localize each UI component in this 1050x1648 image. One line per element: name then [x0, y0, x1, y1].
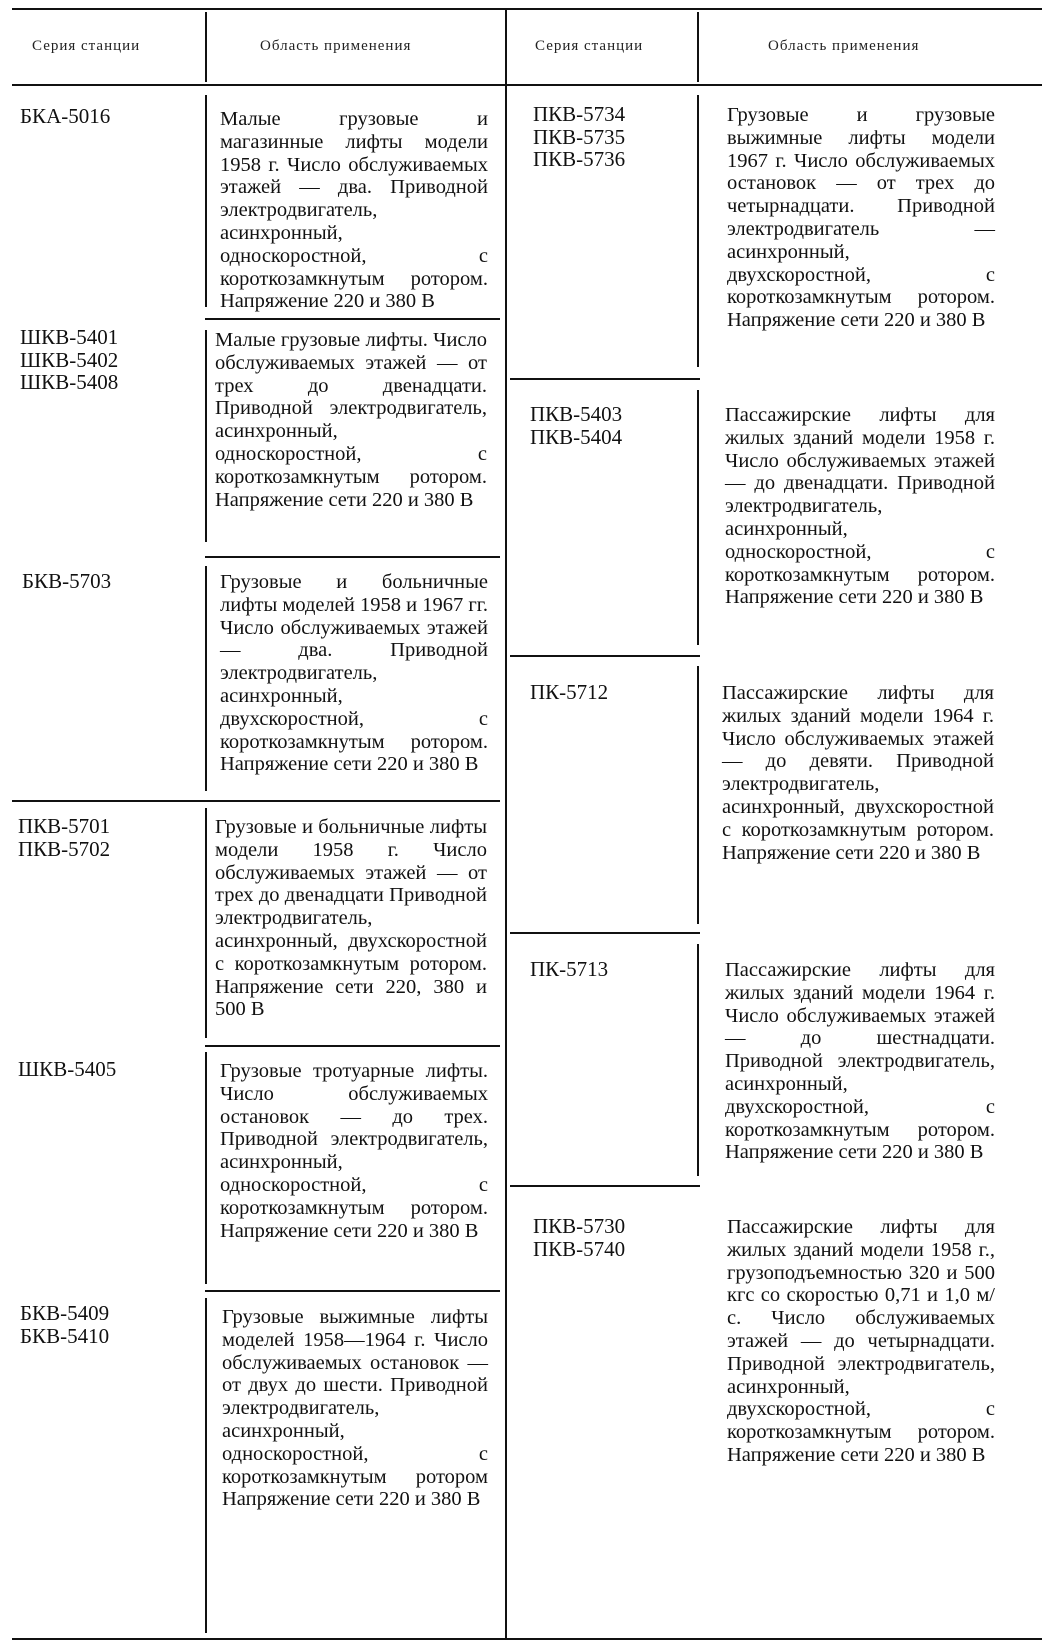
bottom-rule — [12, 1638, 1042, 1640]
description-cell: Пассажирские лифты для жилых зданий модели 1958 г., грузоподъемностью 320 и 500 кгс со скоростью 0,71 и 1,0 м/с. Число обслуживаемых этажей — до четырнадцати. Приводной электродвигатель, асинхронный, двухскоростной, с короткозамкнутым ротором. Напряжение сети 220 и 380 В — [727, 1216, 995, 1466]
left-cell-separator — [205, 1052, 207, 1284]
description-cell: Малые грузовые и магазинные лифты модели 1958 г. Число обслуживаемых этажей — два. Приводной электродвигатель, асинхронный, односкоростной, с короткозамкнутым ротором. Напряжение 220 и 380 В — [220, 108, 488, 313]
series-cell: БКВ-5703 — [22, 569, 112, 593]
top-rule — [12, 8, 1042, 10]
right-area-header: Область применения — [768, 38, 920, 54]
left-row-separator — [12, 800, 500, 802]
description-cell: Грузовые и больничные лифты модели 1958 г. Число обслуживаемых этажей — от трех до двенадцати Приводной электродвигатель, асинхронный, двухскоростной с короткозамкнутым ротором. Напряжение сети 220, 380 и 500 В — [215, 816, 487, 1021]
right-series-header: Серия станции — [535, 38, 644, 54]
right-cell-separator — [697, 390, 699, 645]
left-area-header: Область применения — [260, 38, 412, 54]
description-cell: Малые грузовые лифты. Число обслуживаемых этажей — от трех до двенадцати. Приводной электродвигатель, асинхронный, односкоростной, с короткозамкнутым ротором. Напряжение сети 220 и 380 В — [215, 329, 487, 511]
series-cell: ШКВ-5401 ШКВ-5402 ШКВ-5408 — [20, 325, 119, 394]
description-cell: Грузовые и больничные лифты моделей 1958 и 1967 гг. Число обслуживаемых этажей — два. Приводной электродвигатель, асинхронный, двухскоростной, с короткозамкнутым ротором. Напряжение сети 220 и 380 В — [220, 571, 488, 776]
right-row-separator — [510, 932, 700, 934]
center-divider — [505, 8, 507, 1640]
right-cell-separator — [697, 666, 699, 924]
series-cell: ПКВ-5701 ПКВ-5702 — [18, 814, 111, 861]
series-cell: ПКВ-5730 ПКВ-5740 — [533, 1214, 626, 1261]
left-row-separator — [205, 1290, 500, 1292]
series-cell: БКВ-5409 БКВ-5410 — [20, 1301, 110, 1348]
left-header-separator — [205, 12, 207, 82]
left-cell-separator — [205, 808, 207, 1038]
series-cell: БКА-5016 — [20, 104, 111, 128]
left-cell-separator — [205, 566, 207, 791]
right-row-separator — [510, 1185, 700, 1187]
description-cell: Пассажирские лифты для жилых зданий модели 1958 г. Число обслуживаемых этажей — до двенадцати. Приводной электродвигатель, асинхронный, односкоростной, с короткозамкнутым ротором. Напряжение сети 220 и 380 В — [725, 404, 995, 609]
right-header-separator — [697, 12, 699, 82]
right-row-separator — [510, 378, 700, 380]
left-row-separator — [205, 556, 500, 558]
description-cell: Грузовые тротуарные лифты. Число обслуживаемых остановок — до трех. Приводной электродвигатель, асинхронный, односкоростной, с короткозамкнутым ротором. Напряжение сети 220 и 380 В — [220, 1060, 488, 1242]
left-row-separator — [205, 1045, 500, 1047]
description-cell: Грузовые и грузовые выжимные лифты модели 1967 г. Число обслуживаемых остановок — от трех до четырнадцати. Приводной электродвигатель — асинхронный, двухскоростной, с короткозамкнутым ротором. Напряжение сети 220 и 380 В — [727, 104, 995, 332]
right-row-separator — [510, 655, 700, 657]
series-cell: ПК-5713 — [530, 957, 609, 981]
series-cell: ПК-5712 — [530, 680, 609, 704]
left-series-header: Серия станции — [32, 38, 141, 54]
header-rule — [12, 84, 1042, 86]
series-cell: ПКВ-5734 ПКВ-5735 ПКВ-5736 — [533, 102, 626, 171]
description-cell: Пассажирские лифты для жилых зданий модели 1964 г. Число обслуживаемых этажей — до шестнадцати. Приводной электродвигатель, асинхронный, двухскоростной, с короткозамкнутым ротором. Напряжение сети 220 и 380 В — [725, 959, 995, 1164]
series-cell: ШКВ-5405 — [18, 1057, 117, 1081]
left-cell-separator — [205, 95, 207, 307]
right-cell-separator — [697, 95, 699, 367]
description-cell: Пассажирские лифты для жилых зданий модели 1964 г. Число обслуживаемых этажей — до девяти. Приводной электродвигатель, асинхронный, двухскоростной с короткозамкнутым ротором. Напряжение сети 220 и 380 В — [722, 682, 994, 864]
series-cell: ПКВ-5403 ПКВ-5404 — [530, 402, 623, 449]
description-cell: Грузовые выжимные лифты моделей 1958—1964 г. Число обслуживаемых остановок — от двух до шести. Приводной электродвигатель, асинхронный, односкоростной, с короткозамкнутым ротором Напряжение сети 220 и 380 В — [222, 1306, 488, 1511]
left-cell-separator — [205, 1298, 207, 1633]
left-cell-separator — [205, 330, 207, 542]
right-cell-separator — [697, 944, 699, 1176]
left-row-separator — [205, 318, 500, 320]
